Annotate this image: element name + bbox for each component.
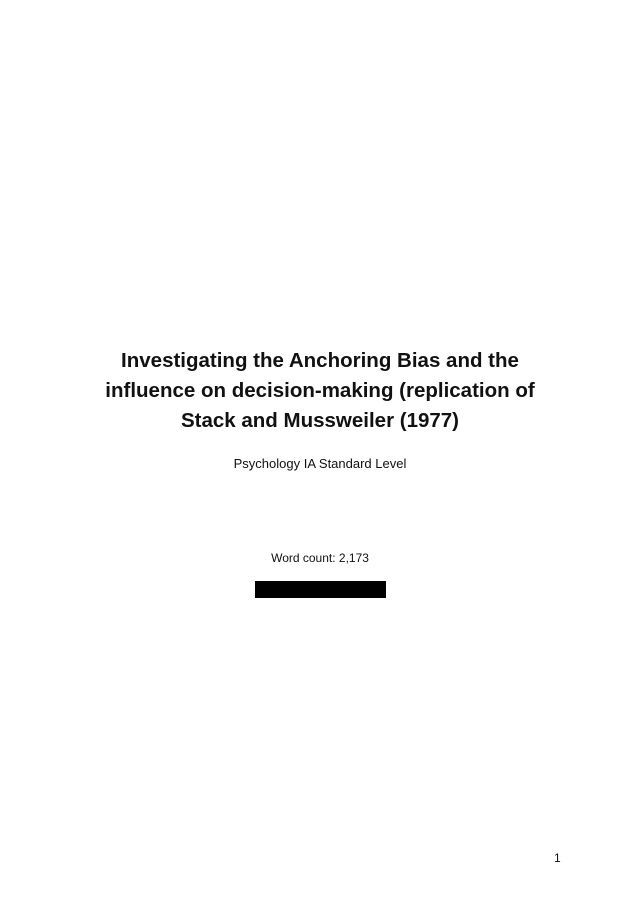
- page-number: 1: [554, 851, 561, 865]
- title-line: influence on decision-making (replication of: [105, 379, 535, 402]
- title-line: Stack and Mussweiler (1977): [180, 409, 459, 432]
- title-line: Investigating the Anchoring Bias and the: [121, 349, 519, 372]
- word-count: Word count: 2,173: [271, 551, 369, 565]
- document-title: [0, 346, 640, 436]
- subtitle: Psychology IA Standard Level: [233, 456, 407, 471]
- redaction-bar: [255, 581, 386, 598]
